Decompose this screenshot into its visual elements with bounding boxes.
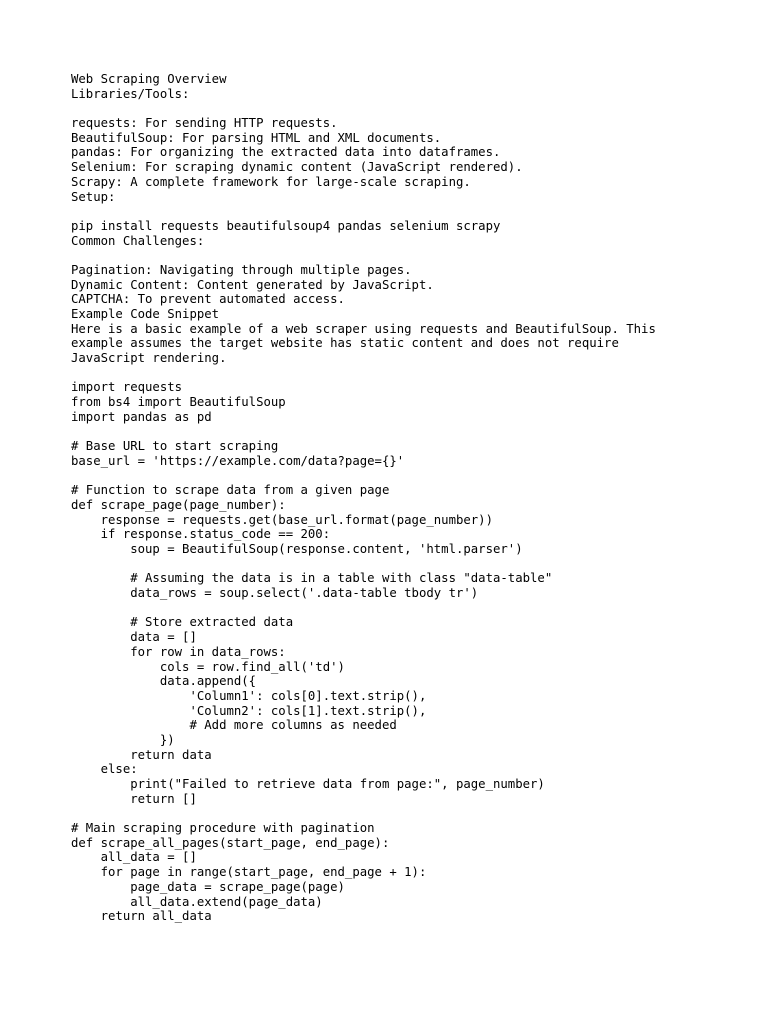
library-item-scrapy: Scrapy: A complete framework for large-scale scraping. bbox=[71, 174, 471, 189]
code-comment-line: # Main scraping procedure with pagination bbox=[71, 821, 375, 836]
blank-line bbox=[71, 469, 768, 484]
code-line: all_data.extend(page_data) bbox=[71, 894, 323, 909]
intro-paragraph-line: Here is a basic example of a web scraper using requests and BeautifulSoup. This bbox=[71, 321, 656, 336]
code-line: page_data = scrape_page(page) bbox=[71, 879, 345, 894]
code-line: return [] bbox=[71, 791, 197, 806]
intro-paragraph-line: JavaScript rendering. bbox=[71, 351, 227, 366]
code-line: import requests bbox=[71, 380, 183, 395]
code-line: else: bbox=[71, 762, 138, 777]
code-line: 'Column2': cols[1].text.strip(), bbox=[71, 703, 427, 718]
setup-command: pip install requests beautifulsoup4 pandas selenium scrapy bbox=[71, 218, 501, 233]
blank-line bbox=[71, 601, 768, 616]
code-comment-line: # Assuming the data is in a table with class "data-table" bbox=[71, 571, 553, 586]
blank-line bbox=[71, 101, 768, 116]
section-heading-setup: Setup: bbox=[71, 189, 116, 204]
section-heading-libraries: Libraries/Tools: bbox=[71, 86, 190, 101]
document-title: Web Scraping Overview bbox=[71, 72, 227, 86]
challenge-item-captcha: CAPTCHA: To prevent automated access. bbox=[71, 292, 345, 307]
code-line: def scrape_page(page_number): bbox=[71, 497, 286, 512]
code-line: cols = row.find_all('td') bbox=[71, 659, 345, 674]
code-line: all_data = [] bbox=[71, 850, 197, 865]
challenge-item-dynamic-content: Dynamic Content: Content generated by JavaScript. bbox=[71, 277, 434, 292]
code-line: if response.status_code == 200: bbox=[71, 527, 331, 542]
code-line: }) bbox=[71, 732, 175, 747]
code-line: 'Column1': cols[0].text.strip(), bbox=[71, 688, 427, 703]
library-item-beautifulsoup: BeautifulSoup: For parsing HTML and XML documents. bbox=[71, 130, 442, 145]
blank-line bbox=[71, 248, 768, 263]
code-line: return data bbox=[71, 747, 212, 762]
code-line: print("Failed to retrieve data from page:", page_number) bbox=[71, 777, 545, 791]
code-line: soup = BeautifulSoup(response.content, 'html.parser') bbox=[71, 542, 523, 556]
code-line: return all_data bbox=[71, 909, 212, 924]
code-line: response = requests.get(base_url.format(page_number)) bbox=[71, 512, 493, 527]
code-comment-line: # Function to scrape data from a given page bbox=[71, 483, 390, 498]
code-line: import pandas as pd bbox=[71, 409, 212, 424]
code-line: from bs4 import BeautifulSoup bbox=[71, 395, 286, 410]
library-item-selenium: Selenium: For scraping dynamic content (JavaScript rendered). bbox=[71, 160, 523, 175]
code-line: for page in range(start_page, end_page + 1): bbox=[71, 865, 427, 880]
code-line: base_url = 'https://example.com/data?page={}' bbox=[71, 453, 405, 468]
blank-line bbox=[71, 204, 768, 219]
intro-paragraph-line: example assumes the target website has static content and does not require bbox=[71, 336, 619, 351]
code-line: data.append({ bbox=[71, 674, 257, 689]
code-line: data_rows = soup.select('.data-table tbody tr') bbox=[71, 586, 479, 601]
blank-line bbox=[71, 557, 768, 572]
code-line: def scrape_all_pages(start_page, end_page): bbox=[71, 835, 390, 850]
section-heading-challenges: Common Challenges: bbox=[71, 233, 205, 248]
blank-line bbox=[71, 366, 768, 381]
code-line: data = [] bbox=[71, 630, 197, 645]
code-comment-line: # Store extracted data bbox=[71, 615, 294, 630]
blank-line bbox=[71, 806, 768, 821]
code-comment-line: # Add more columns as needed bbox=[71, 718, 397, 733]
section-heading-example: Example Code Snippet bbox=[71, 307, 220, 321]
code-line: for row in data_rows: bbox=[71, 644, 286, 659]
document-body bbox=[71, 72, 768, 924]
code-comment-line: # Base URL to start scraping bbox=[71, 439, 279, 454]
blank-line bbox=[71, 425, 768, 440]
library-item-requests: requests: For sending HTTP requests. bbox=[71, 116, 338, 131]
challenge-item-pagination: Pagination: Navigating through multiple pages. bbox=[71, 262, 412, 277]
library-item-pandas: pandas: For organizing the extracted data into dataframes. bbox=[71, 145, 501, 160]
